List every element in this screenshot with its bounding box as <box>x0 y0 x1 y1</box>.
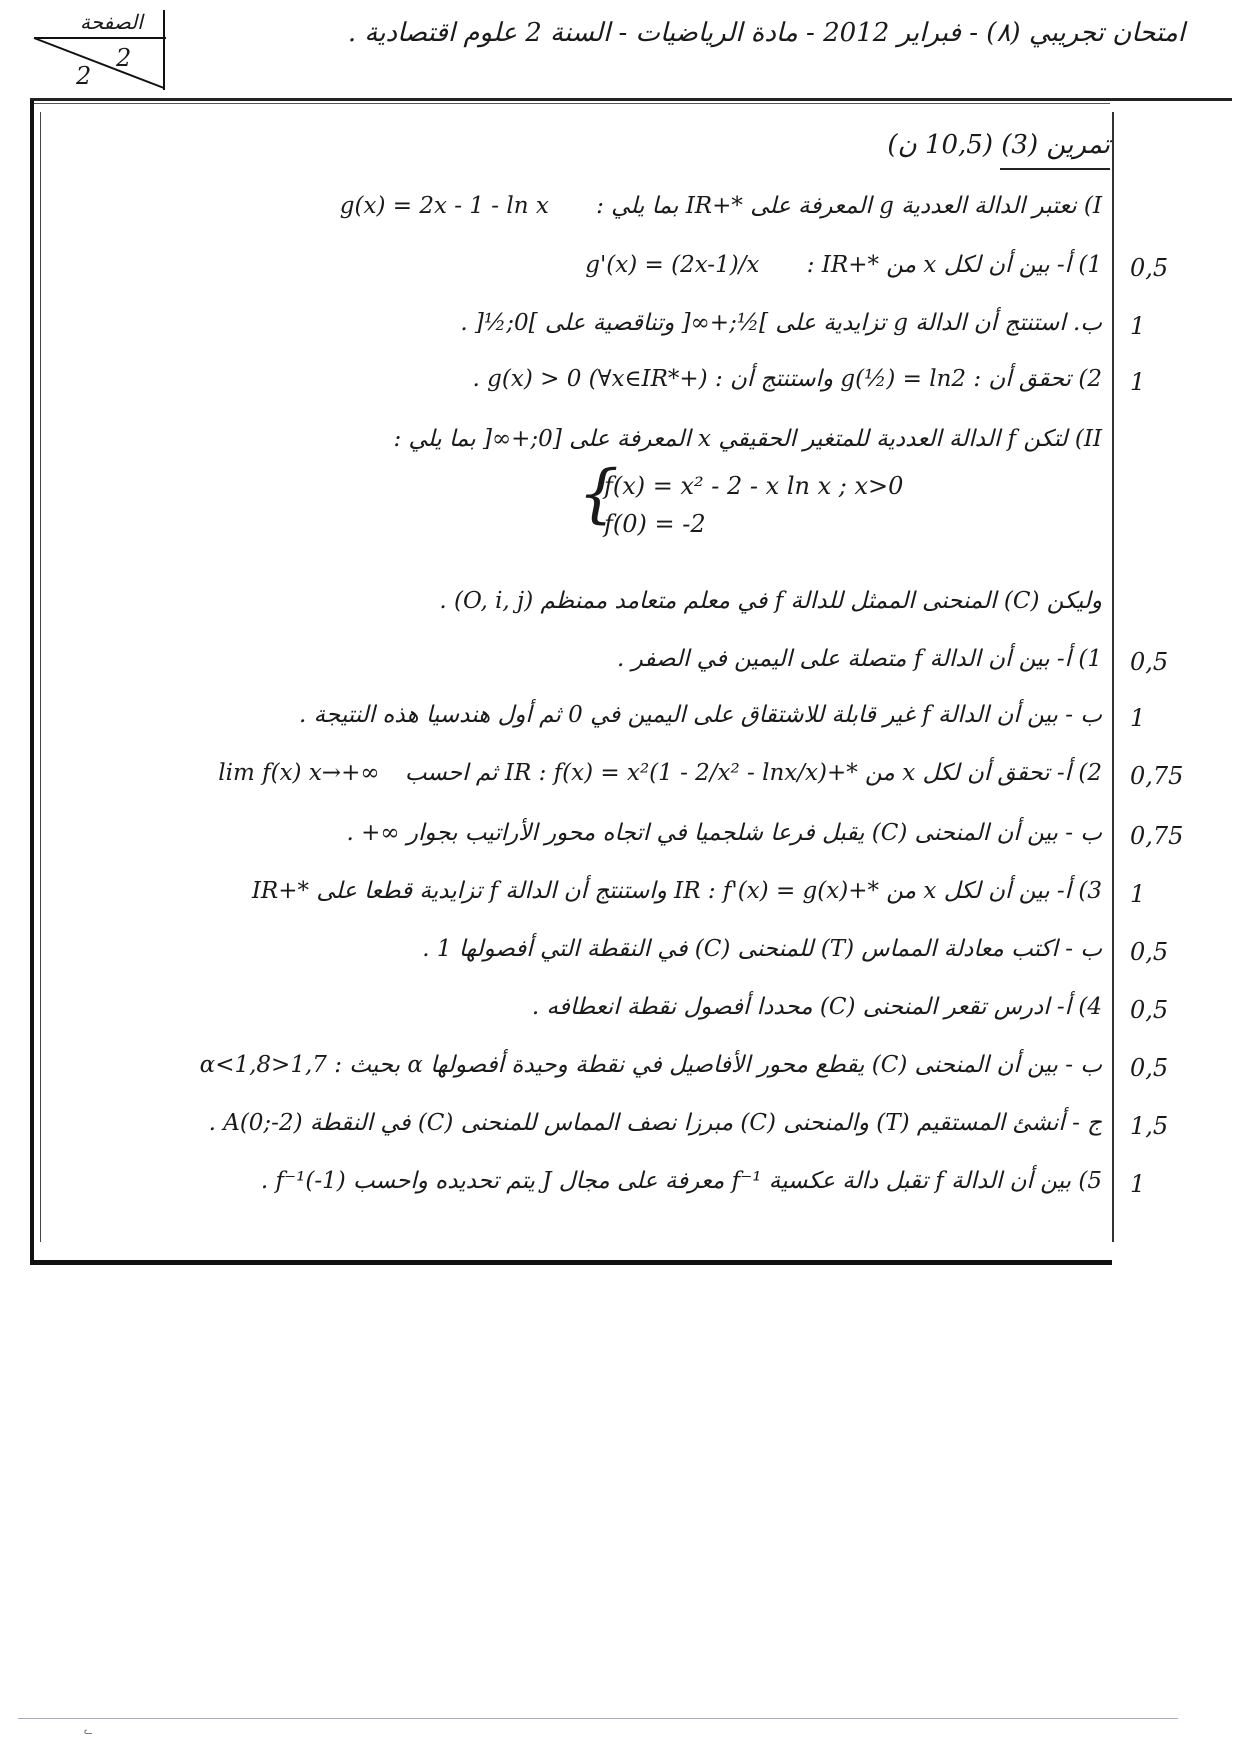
score-4b: 0,5 <box>1130 1054 1169 1082</box>
question-3b <box>422 938 1102 961</box>
score-column-divider <box>1112 112 1114 1242</box>
question-4b <box>200 1054 1102 1077</box>
scan-mark: ᓚ <box>84 1726 93 1737</box>
question-text: 3) أ- بين أن لكل x من *+IR : f'(x) = g(x) واستنتج أن الدالة f تزايدية قطعا على *+IR <box>251 878 1102 904</box>
brace-icon: { <box>578 457 619 531</box>
exercise-title: تمرين (3) (10,5 ن) <box>887 130 1110 160</box>
score-4c: 1,5 <box>1130 1112 1169 1140</box>
question-text: وليكن (C) المنحنى الممثل للدالة f في معلم متعامد ممنظم (O, i, j) . <box>439 588 1102 614</box>
question-1b <box>460 312 1102 335</box>
score-2a-II: 0,75 <box>1130 762 1184 790</box>
question-text: ب - بين أن المنحنى (C) يقبل فرعا شلجميا في اتجاه محور الأراتيب بجوار ∞+ . <box>346 820 1102 846</box>
score-1a: 0,5 <box>1130 254 1169 282</box>
question-text: ج - أنشئ المستقيم (T) والمنحنى (C) مبرزا نصف المماس للمنحنى (C) في النقطة A(0;-2) . <box>208 1110 1102 1136</box>
system-line-1: f(x) = x² - 2 - x ln x ; x>0 <box>604 472 904 500</box>
question-text: ب - اكتب معادلة المماس (T) للمنحنى (C) في النقطة التي أفصولها 1 . <box>422 936 1102 962</box>
question-text: 2) أ- تحقق أن لكل x من *+IR : f(x) = x²(1 - 2/x² - lnx/x) ثم احسب <box>404 760 1102 786</box>
score-2: 1 <box>1130 368 1146 396</box>
score-1a-II: 0,5 <box>1130 648 1169 676</box>
score-2b-II: 0,75 <box>1130 822 1184 850</box>
question-text: 2) تحقق أن : g(½) = ln2 واستنتج أن : g(x) > 0 (∀x∈IR*+) . <box>472 366 1102 392</box>
system-line-2: f(0) = -2 <box>604 510 706 538</box>
score-1b: 1 <box>1130 312 1146 340</box>
question-part-II <box>393 428 1102 451</box>
question-text: II) لتكن f الدالة العددية للمتغير الحقيقي x المعرفة على [0;+∞[ بما يلي : <box>393 426 1102 452</box>
score-3a: 1 <box>1130 880 1146 908</box>
question-text: ب - بين أن المنحنى (C) يقطع محور الأفاصيل في نقطة وحيدة أفصولها α بحيث : 1,7<α<1,8 <box>199 1052 1102 1078</box>
page-current: 2 <box>116 44 132 72</box>
question-1a <box>585 254 1102 277</box>
score-5: 1 <box>1130 1170 1146 1198</box>
question-formula: g'(x) = (2x-1)/x <box>585 252 760 278</box>
question-formula: g(x) = 2x - 1 - ln x <box>339 193 549 219</box>
page-label: الصفحة <box>80 10 143 34</box>
question-text: I) نعتبر الدالة العددية g المعرفة على *+IR بما يلي : <box>596 193 1102 219</box>
score-4a: 0,5 <box>1130 996 1169 1024</box>
piecewise-definition <box>578 457 938 548</box>
question-2a-II <box>218 762 1102 785</box>
question-text: ب - بين أن الدالة f غير قابلة للاشتقاق على اليمين في 0 ثم أول هندسيا هذه النتيجة . <box>299 702 1102 728</box>
question-text: ب. استنتج أن الدالة g تزايدية على ]½;+∞[ وتناقصية على ]0;½[ . <box>460 310 1102 336</box>
question-5 <box>261 1170 1102 1193</box>
question-2b-II <box>347 822 1103 845</box>
question-text: 1) أ- بين أن لكل x من *+IR : <box>806 252 1102 278</box>
question-text: 1) أ- بين أن الدالة f متصلة على اليمين في الصفر . <box>617 646 1102 672</box>
page-total: 2 <box>76 62 92 90</box>
question-2 <box>473 368 1102 391</box>
question-text: 4) أ- ادرس تقعر المنحنى (C) محددا أفصول نقطة انعطافه . <box>531 994 1102 1020</box>
exam-header: امتحان تجريبي (٨) - فبراير 2012 - مادة الرياضيات - السنة 2 علوم اقتصادية . <box>347 18 1185 48</box>
question-1a-II <box>617 648 1102 671</box>
question-3a <box>252 880 1102 903</box>
title-underline <box>1000 168 1110 170</box>
score-3b: 0,5 <box>1130 938 1169 966</box>
question-1b-II <box>299 704 1102 727</box>
question-curve-def <box>439 590 1102 613</box>
question-4a <box>532 996 1102 1019</box>
scan-bottom-line <box>18 1718 1178 1719</box>
question-text: 5) بين أن الدالة f تقبل دالة عكسية f⁻¹ معرفة على مجال J يتم تحديده واحسب f⁻¹(-1) . <box>260 1168 1102 1194</box>
question-part-I <box>340 195 1102 218</box>
question-formula: lim f(x) x→+∞ <box>218 760 380 786</box>
page-number-box <box>30 8 170 92</box>
question-4c <box>209 1112 1102 1135</box>
score-1b-II: 1 <box>1130 704 1146 732</box>
